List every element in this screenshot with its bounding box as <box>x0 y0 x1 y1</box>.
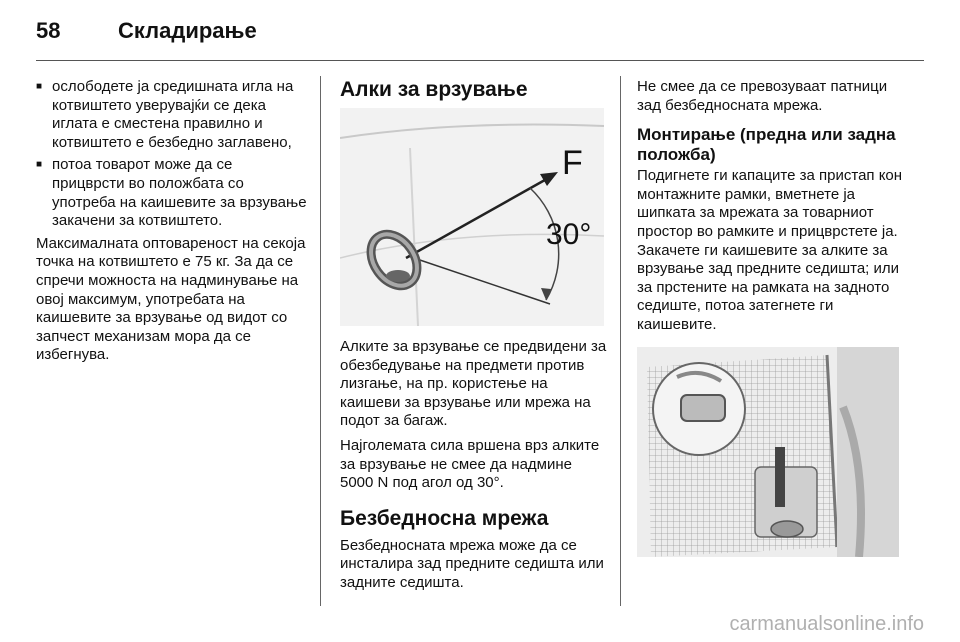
installation-paragraph: Подигнете ги капаците за пристап кон монтажните рамки, вметнете ја шипката за мрежата за товарниот простор во рамките и прицврстете ја. Закачете ги каишевите за алките за врзување зад предните седишта; или за прстените на рамката на задното седиште, потоа затегнете ги каишевите. <box>637 167 903 333</box>
max-force-paragraph: Најголемата сила вршена врз алките за врзување не смее да надмине 5000 N под агол од 30°. <box>340 436 600 492</box>
bullet-list <box>36 78 308 231</box>
safety-net-paragraph: Безбедносната мрежа може да се инсталира зад предните седишта или задните седишта. <box>340 536 604 591</box>
header-rule <box>36 60 924 61</box>
page-number: 58 <box>36 18 61 43</box>
watermark: carmanualsonline.info <box>729 613 924 635</box>
page-title: Складирање <box>118 18 257 43</box>
bullet-item: ■ потоа товарот може да се прицврсти во положбата со употреба на каишевите за врзување закачени за котвиштето. <box>36 156 308 230</box>
section-heading-safety-net: Безбедносна мрежа <box>340 506 549 530</box>
column-2 <box>340 78 608 599</box>
strap-icon <box>775 447 785 507</box>
force-label: F <box>562 144 583 182</box>
bullet-item: ■ ослободете ја средишната игла на котвиштето уверувајќи се дека иглата е сместена правилно и котвиштето е безбедно заглавено, <box>36 78 308 152</box>
angle-label: 30° <box>546 218 592 251</box>
column-3 <box>637 78 909 557</box>
no-passengers-paragraph: Не смее да се превозуваат патници зад безбедносната мрежа. <box>637 78 888 114</box>
safety-net-figure <box>637 347 899 557</box>
column-divider <box>620 76 621 606</box>
column-1 <box>36 78 308 371</box>
subheading-installation: Монтирање (предна или задна положба) <box>637 125 896 165</box>
page-header <box>36 14 924 54</box>
safety-net-diagram <box>637 347 899 557</box>
lashing-eyes-paragraph: Алките за врзување се предвидени за обезбедување на предмети против лизгање, на пр. користење на каишеви за врзување или мрежа на подот за багаж. <box>340 338 607 430</box>
column-divider <box>320 76 321 606</box>
load-limit-paragraph: Максималната оптовареност на секоја точка на котвиштето е 75 кг. За да се спречи можноста на надминување на овој максимум, употребата на каишевите за врзување од видот со запчест механизам мора да се избегнува. <box>36 234 306 364</box>
section-heading-lashing-eyes: Алки за врзување <box>340 78 528 101</box>
lashing-eye-figure <box>340 108 604 326</box>
lashing-eye-diagram <box>340 108 604 326</box>
floor-line <box>408 256 550 304</box>
